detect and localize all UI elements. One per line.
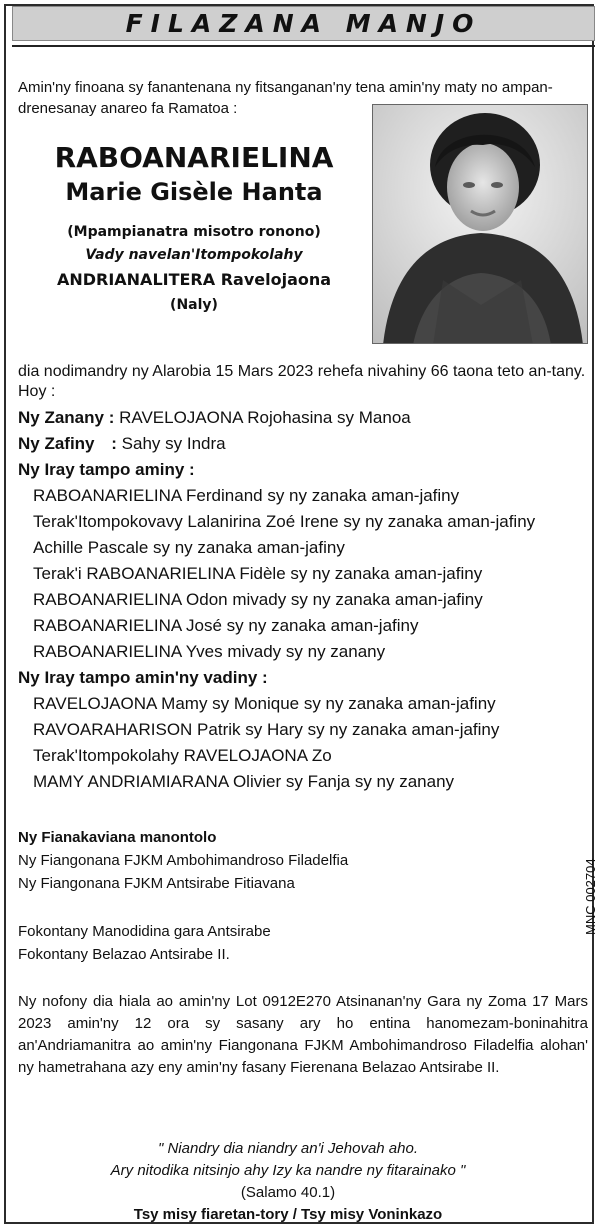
grandchildren-label: Ny Zafiny — [18, 434, 95, 453]
death-notice — [18, 362, 588, 402]
list-item: RABOANARIELINA Odon mivady sy ny zanaka aman-jafiny — [33, 590, 483, 609]
family-list — [18, 405, 578, 795]
fokontany-section — [18, 920, 578, 966]
deceased-surname: RABOANARIELINA — [54, 141, 334, 174]
header-divider — [12, 45, 595, 47]
children-row — [18, 405, 578, 431]
spouse-siblings-label: Ny Iray tampo amin'ny vadiny : — [18, 668, 268, 687]
death-notice-line: Hoy : — [18, 383, 56, 400]
funeral-details: Ny nofony dia hiala ao amin'ny Lot 0912E270 Atsinanan'ny Gara ny Zoma 17 Mars 2023 amin'ny 12 ora sy sasany ary ho entina hanomezam-boninahitra an'Andriamanitra ao amin'ny Fiangonana FJKM Ambohimandroso Filadelfia alohan' ny hametrahana azy eny amin'ny fasany Fierenana Belazao Antsirabe II. — [18, 993, 588, 1076]
page-title: FILAZANA MANJO — [125, 9, 482, 38]
list-item: RABOANARIELINA Yves mivady sy ny zanany — [33, 642, 386, 661]
header-banner — [12, 6, 595, 41]
church-item: Ny Fiangonana FJKM Ambohimandroso Filadelfia — [18, 852, 349, 869]
quote-reference: (Salamo 40.1) — [240, 1184, 336, 1201]
deceased-names — [20, 140, 368, 316]
spouse-nickname: (Naly) — [170, 297, 218, 313]
closing-quote — [18, 1138, 558, 1226]
fokontany-item: Fokontany Manodidina gara Antsirabe — [18, 923, 271, 940]
siblings-label: Ny Iray tampo aminy : — [18, 460, 195, 479]
quote-line: Ary nitodika nitsinjo ahy Izy ka nandre ny fitarainako " — [110, 1162, 466, 1179]
deceased-role: (Mpampianatra misotro ronono) — [67, 224, 321, 240]
portrait-image — [373, 105, 588, 344]
intro-line: Amin'ny finoana sy fanantenana ny fitsanganan'ny tena amin'ny maty no ampan- — [18, 79, 553, 96]
intro-line: drenesanay anareo fa Ramatoa : — [18, 100, 238, 117]
list-item: RAVOARAHARISON Patrik sy Hary sy ny zanaka aman-jafiny — [33, 720, 500, 739]
death-notice-line: dia nodimandry ny Alarobia 15 Mars 2023 rehefa nivahiny 66 taona teto an-tany. — [18, 363, 586, 380]
list-item: Terak'Itompokolahy RAVELOJAONA Zo — [33, 746, 332, 765]
grandchildren-separator: : — [111, 434, 117, 453]
community-section — [18, 826, 578, 895]
community-label: Ny Fianakaviana manontolo — [18, 829, 217, 846]
grandchildren-names: Sahy sy Indra — [121, 434, 226, 453]
list-item: RABOANARIELINA Ferdinand sy ny zanaka aman-jafiny — [33, 486, 460, 505]
list-item: RABOANARIELINA José sy ny zanaka aman-jafiny — [33, 616, 419, 635]
spouse-title: Vady navelan'Itompokolahy — [85, 247, 303, 263]
list-item: Achille Pascale sy ny zanaka aman-jafiny — [33, 538, 345, 557]
portrait-photo — [372, 104, 588, 344]
ad-reference-code: MNC 002704 — [583, 858, 598, 935]
spouse-name: ANDRIANALITERA Ravelojaona — [56, 270, 332, 289]
quote-line: " Niandry dia niandry an'i Jehovah aho. — [157, 1140, 419, 1157]
deceased-given-names: Marie Gisèle Hanta — [65, 178, 323, 206]
list-item: RAVELOJAONA Mamy sy Monique sy ny zanaka aman-jafiny — [33, 694, 496, 713]
list-item: Terak'Itompokovavy Lalanirina Zoé Irene sy ny zanaka aman-jafiny — [33, 512, 536, 531]
fokontany-item: Fokontany Belazao Antsirabe II. — [18, 946, 230, 963]
grandchildren-row — [18, 431, 578, 457]
church-item: Ny Fiangonana FJKM Antsirabe Fitiavana — [18, 875, 295, 892]
closing-note: Tsy misy fiaretan-tory / Tsy misy Voninkazo — [133, 1206, 443, 1223]
children-names: RAVELOJAONA Rojohasina sy Manoa — [119, 408, 411, 427]
children-label: Ny Zanany : — [18, 408, 115, 427]
list-item: Terak'i RABOANARIELINA Fidèle sy ny zanaka aman-jafiny — [33, 564, 483, 583]
list-item: MAMY ANDRIAMIARANA Olivier sy Fanja sy ny zanany — [33, 772, 455, 791]
